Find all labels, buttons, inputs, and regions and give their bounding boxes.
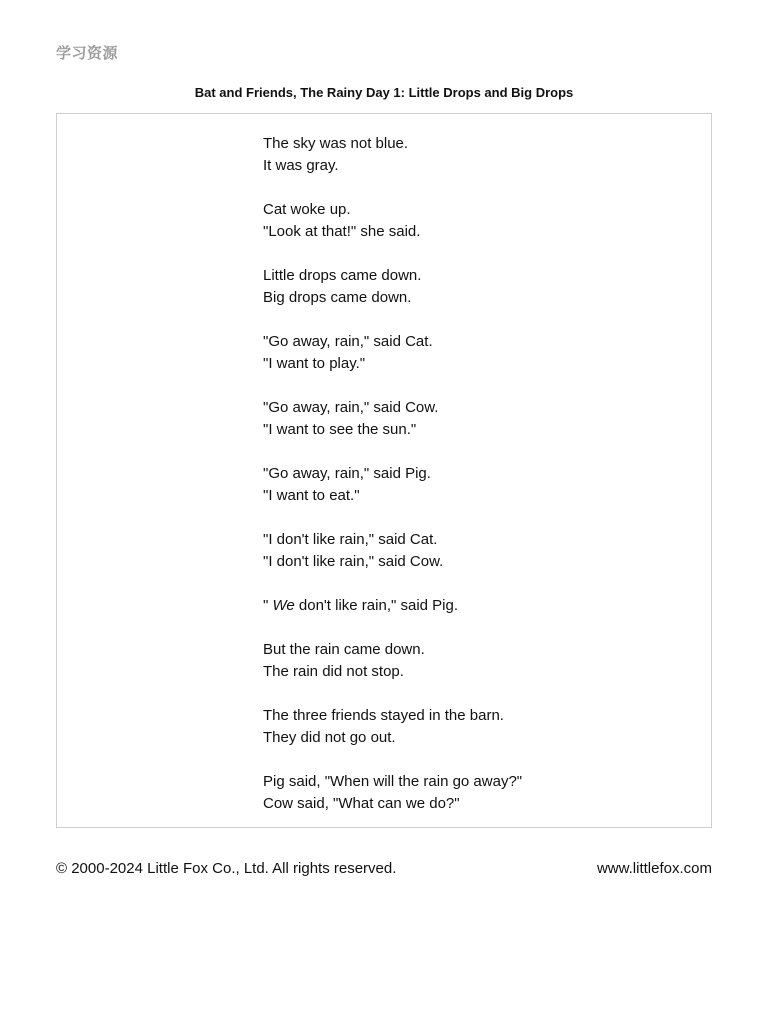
stanza-5 bbox=[263, 397, 522, 441]
story-line: "I want to play." bbox=[263, 355, 366, 372]
watermark-logo-text: 学习资源 bbox=[56, 44, 119, 62]
story-line: Little drops came down. bbox=[263, 267, 422, 284]
story-line: "I want to eat." bbox=[263, 487, 360, 504]
story-line: But the rain came down. bbox=[263, 641, 425, 658]
stanza-7 bbox=[263, 529, 522, 573]
stanza-2 bbox=[263, 199, 522, 243]
story-line: Cat woke up. bbox=[263, 201, 351, 218]
story-text-box bbox=[56, 113, 712, 828]
story-line: The sky was not blue. bbox=[263, 135, 409, 152]
story-line: "I want to see the sun." bbox=[263, 421, 417, 438]
story-stanzas bbox=[263, 133, 522, 837]
stanza-11 bbox=[263, 771, 522, 815]
story-line: Pig said, "When will the rain go away?" bbox=[263, 773, 523, 790]
stanza-4 bbox=[263, 331, 522, 375]
story-line: They did not go out. bbox=[263, 729, 396, 746]
line-suffix: don't like rain," said Pig. bbox=[294, 597, 459, 614]
story-line: "Go away, rain," said Cow. bbox=[263, 399, 439, 416]
stanza-6 bbox=[263, 463, 522, 507]
page-title: Bat and Friends, The Rainy Day 1: Little Drops and Big Drops bbox=[194, 85, 574, 100]
line-prefix: " bbox=[263, 597, 273, 614]
story-line: It was gray. bbox=[263, 157, 339, 174]
story-line-emphasized bbox=[263, 595, 522, 617]
stanza-10 bbox=[263, 705, 522, 749]
story-line: "Go away, rain," said Cat. bbox=[263, 333, 433, 350]
footer-copyright: © 2000-2024 Little Fox Co., Ltd. All rights reserved. bbox=[56, 860, 397, 877]
story-line: "Look at that!" she said. bbox=[263, 223, 421, 240]
story-line: Big drops came down. bbox=[263, 289, 412, 306]
stanza-3 bbox=[263, 265, 522, 309]
stanza-1 bbox=[263, 133, 522, 177]
story-line: The rain did not stop. bbox=[263, 663, 404, 680]
story-line: The three friends stayed in the barn. bbox=[263, 707, 504, 724]
story-line: Cow said, "What can we do?" bbox=[263, 795, 460, 812]
story-line: "I don't like rain," said Cat. bbox=[263, 531, 438, 548]
story-line: "I don't like rain," said Cow. bbox=[263, 553, 444, 570]
footer-website: www.littlefox.com bbox=[596, 860, 712, 877]
story-line: "Go away, rain," said Pig. bbox=[263, 465, 431, 482]
stanza-9 bbox=[263, 639, 522, 683]
stanza-8 bbox=[263, 595, 522, 617]
emphasized-word: We bbox=[272, 597, 295, 614]
